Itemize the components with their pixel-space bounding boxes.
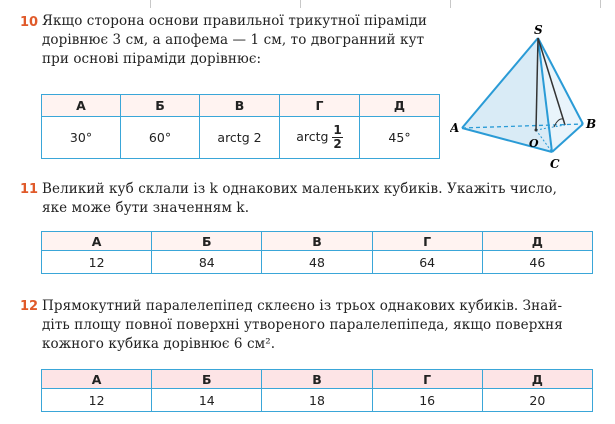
option-value-d: 64 bbox=[372, 251, 482, 274]
option-header-c: В bbox=[262, 232, 372, 251]
arctg-prefix: arctg bbox=[296, 129, 329, 144]
question-10-text: Якщо сторона основи правильної трикутної піраміди дорівнює 3 см, а апофема — 1 см, то двогранний кут при основі піраміди дорівнює: bbox=[42, 13, 427, 67]
option-header-c: В bbox=[200, 95, 280, 117]
option-value-a: 12 bbox=[42, 389, 152, 412]
option-value-d: 16 bbox=[372, 389, 482, 412]
fraction bbox=[332, 124, 342, 151]
option-header-c: В bbox=[262, 370, 372, 389]
fraction-numerator: 1 bbox=[333, 123, 342, 137]
option-header-e: Д bbox=[482, 232, 592, 251]
top-table-remnant bbox=[0, 0, 615, 8]
vertex-label-b: B bbox=[586, 117, 597, 131]
option-value-a: 30° bbox=[42, 117, 121, 159]
option-value-e: 45° bbox=[360, 117, 440, 159]
point-label-o: O bbox=[529, 137, 539, 150]
option-value-e: 20 bbox=[482, 389, 592, 412]
option-header-d: Г bbox=[372, 370, 482, 389]
question-12-text: Прямокутний паралелепіпед склеєно із трьох однакових кубиків. Знай- діть площу повної поверхні утвореного паралелепіпеда, якщо поверхня кожного кубика дорівнює 6 см². bbox=[42, 298, 563, 352]
answer-table-12 bbox=[41, 369, 593, 412]
option-value-c: 18 bbox=[262, 389, 372, 412]
option-header-a: А bbox=[42, 95, 121, 117]
pyramid-figure bbox=[450, 20, 610, 180]
question-11-text: Великий куб склали із k однакових маленьких кубиків. Укажіть число, яке може бути значенням k. bbox=[42, 181, 558, 216]
vertex-label-c: C bbox=[550, 157, 560, 171]
option-value-e: 46 bbox=[482, 251, 592, 274]
option-header-e: Д bbox=[360, 95, 440, 117]
option-header-b: Б bbox=[152, 232, 262, 251]
vertex-label-a: A bbox=[450, 121, 460, 135]
option-value-c: arctg 2 bbox=[200, 117, 280, 159]
option-header-b: Б bbox=[152, 370, 262, 389]
question-11-number: 11 bbox=[20, 182, 39, 197]
option-header-d: Г bbox=[280, 95, 360, 117]
option-value-b: 14 bbox=[152, 389, 262, 412]
option-value-c: 48 bbox=[262, 251, 372, 274]
question-10-number: 10 bbox=[20, 15, 39, 30]
option-header-b: Б bbox=[121, 95, 200, 117]
fraction-denominator: 2 bbox=[333, 137, 342, 151]
option-header-d: Г bbox=[372, 232, 482, 251]
vertex-label-s: S bbox=[534, 23, 543, 37]
answer-table-10 bbox=[41, 94, 440, 159]
option-header-e: Д bbox=[482, 370, 592, 389]
answer-table-11 bbox=[41, 231, 593, 274]
option-value-d bbox=[280, 117, 360, 159]
question-12-number: 12 bbox=[20, 299, 39, 314]
option-value-a: 12 bbox=[42, 251, 152, 274]
option-header-a: А bbox=[42, 232, 152, 251]
option-value-b: 84 bbox=[152, 251, 262, 274]
option-value-b: 60° bbox=[121, 117, 200, 159]
option-header-a: А bbox=[42, 370, 152, 389]
